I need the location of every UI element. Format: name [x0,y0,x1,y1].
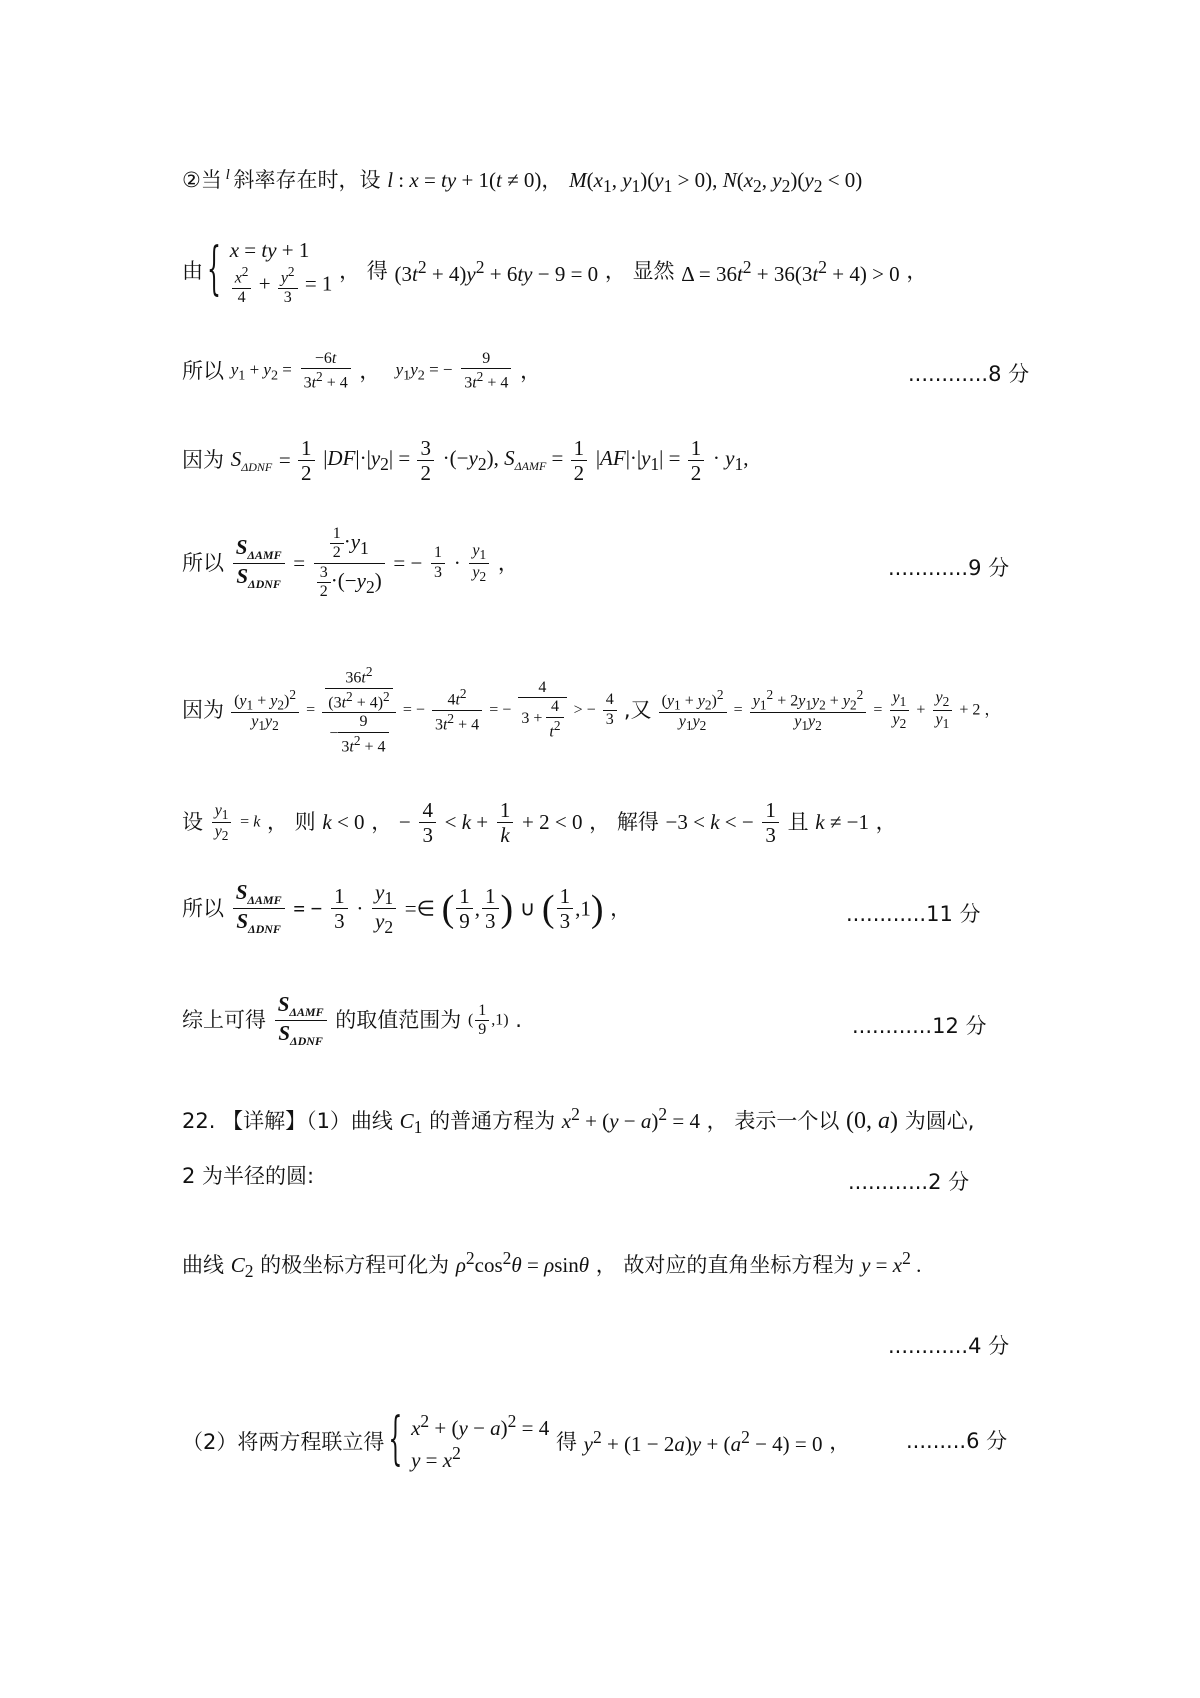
conclusion-line: 综上可得 $\frac{S_{\Delta AMF}}{S_{\Delta DNF}}$ 的取值范围为 ( $\frac{1}{9}$ ,1) . [182,992,522,1049]
score-2: ............2 分 [848,1170,970,1194]
score-8: ............8 分 [908,362,1030,386]
curve-c2-line: 曲线 $C_2$ 的极坐标方程可化为 $\rho^2\cos^2\theta = \rho\sin\theta$ ， 故对应的直角坐标方程为 $y = x^2$ . [182,1248,922,1282]
problem-22-part1-line: 22. 【详解】（1）曲线 $C_1$ 的普通方程为 $x^2 + (y - a)^2 = 4$ ， 表示一个以 (0, a) 为圆心, [182,1104,975,1138]
ratio-range-line: 所以 $\frac{S_{\Delta AMF}}{S_{\Delta DNF}}$ = − $\frac{1}{3}$ · $\frac{y_1}{y_2}$ =∈ ( $\frac{1}{9}$ , $\frac{1}{3}$ ) ∪ ( $\frac{1}{3}$ ,1) ， [182,880,632,938]
area-ratio-line: 所以 $\frac{S_{\Delta AMF}}{S_{\Delta DNF}}$ = $\frac{1}{2}$ $\cdot y_1$ $\frac{3}{2}$ $\cdot(-y_2)$ = − $\frac{1}{3}$ · $\frac{y_1}{y_2}$ ， [182,525,519,601]
score-4: ............4 分 [888,1334,1010,1358]
score-11: ............11 分 [846,902,981,926]
system-equation-line: 由 { x = ty + 1 $\frac{x^2}{4}$ + $\frac{y^2}{3}$ = 1 ， 得 $(3t^2 + 4)y^2 + 6ty - 9 = 0$ ， 显然 $\Delta = 36t^2 + 36(3t^2 + 4) > 0$ ， [182,237,928,307]
part2-line: （2）将两方程联立得 { $x^2 + (y - a)^2 = 4$ $y = x^2$ 得 $y^2 + (1 - 2a)y + (a^2 - 4) = 0$ ， [182,1408,851,1474]
score-9: ............9 分 [888,556,1010,580]
area-formula-line: 因为 $S_{\Delta DNF}$ = $\frac{1}{2}$ $|DF|\cdot|y_2|$ = $\frac{3}{2}$ $\cdot(-y_2)$, $S_{\Delta AMF}$ = $\frac{1}{2}$ $|AF|\cdot|y_1|$ = $\frac{1}{2}$ · $y_1$, [182,436,749,486]
score-12: ............12 分 [852,1014,987,1038]
radius-line: 2 为半径的圆: [182,1164,315,1188]
k-substitution-line: 设 $\frac{y_1}{y_2}$ = k ， 则 k < 0 ， − $\frac{4}{3}$ < k + $\frac{1}{k}$ + 2 < 0 ， 解得 −3 < k < − $\frac{1}{3}$ 且 k ≠ −1 ， [182,798,897,848]
score-6: .........6 分 [906,1429,1008,1453]
range-derivation-line: 因为 $\frac{(y_1 + y_2)^2}{y_1y_2}$ = $\frac{36t^2}{(3t^2 + 4)^2}$ − $\frac{9}{3t^2 + 4}$ = − $\frac{4t^2}{3t^2 + 4}$ = − 4 3 + $\frac{4}{t^2}$ > − $\frac{4}{3}$ ,又 $\frac{(y_1 + y_2)^2}{y_1y_2}$ = $\frac{y_1^2 + 2y_1y_2 + y_2^2}{y_1y_2}$ = $\frac{y_1}{y_2}$ + $\frac{y_2}{y_1}$ + 2 ， [182,664,1001,756]
vieta-line: 所以 $y_1 + y_2$ = $\frac{-6t}{3t^2 + 4}$ ， $y_1y_2$ = − $\frac{9}{3t^2 + 4}$ ， [182,350,542,392]
case-two-setup: ②当 $^l$ 斜率存在时，设 l : x = ty + 1(t ≠ 0)， $M(x_1$, $y_1)(y_1 > 0)$, $N(x_2$, $y_2)(y_2 < 0)$ [182,167,863,197]
